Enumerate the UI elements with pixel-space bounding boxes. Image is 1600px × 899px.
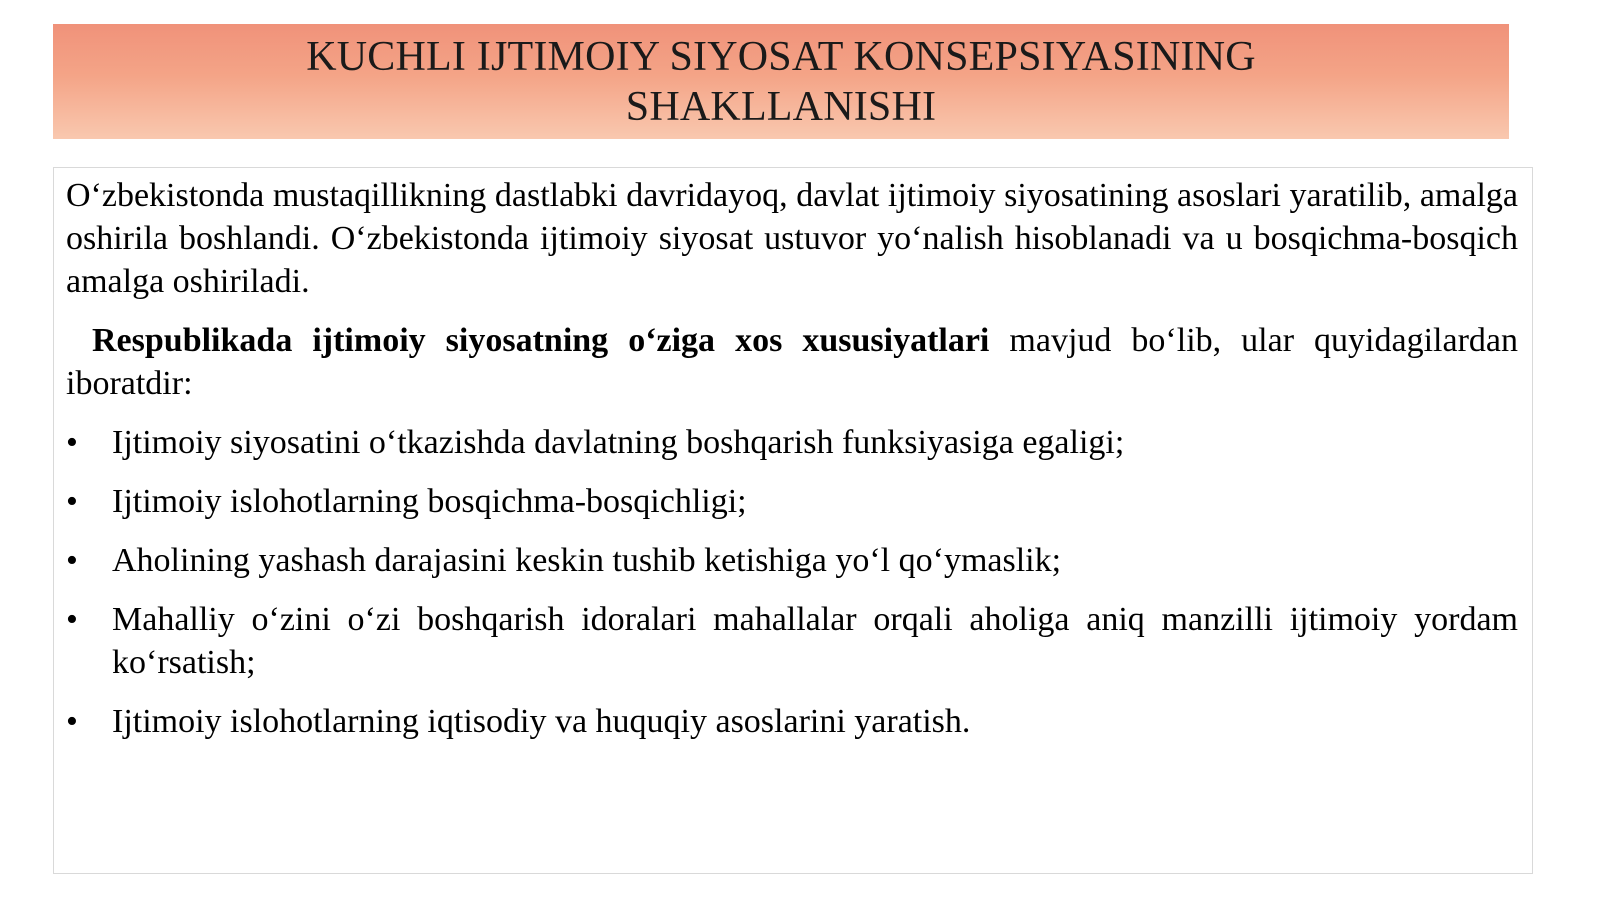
list-item bbox=[66, 539, 1518, 582]
features-intro-rest: mavjud bo‘lib, ular quyidagilardan iboratdir: bbox=[66, 322, 1518, 402]
list-item bbox=[66, 598, 1518, 684]
list-item bbox=[66, 480, 1518, 523]
list-item bbox=[66, 700, 1518, 743]
bullet-icon: • bbox=[66, 424, 78, 461]
bullet-icon: • bbox=[66, 601, 78, 638]
features-intro-bold: Respublikada ijtimoiy siyosatning o‘ziga xos xususiyatlari bbox=[92, 322, 990, 359]
features-intro-paragraph bbox=[66, 319, 1518, 405]
slide-content bbox=[53, 167, 1533, 874]
list-item-text: Mahalliy o‘zini o‘zi boshqarish idoralari mahallalar orqali aholiga aniq manzilli ijtimoiy yordam ko‘rsatish; bbox=[112, 601, 1518, 681]
intro-paragraph: O‘zbekistonda mustaqillikning dastlabki davridayoq, davlat ijtimoiy siyosatining asoslari yaratilib, amalga oshirila boshlandi. O‘zbekistonda ijtimoiy siyosat ustuvor yo‘nalish hisoblanadi va u bosqichma-bosqich amalga oshiriladi. bbox=[66, 177, 1518, 300]
bullet-icon: • bbox=[66, 483, 78, 520]
list-item-text: Ijtimoiy siyosatini o‘tkazishda davlatning boshqarish funksiyasiga egaligi; bbox=[112, 424, 1125, 461]
list-item-text: Aholining yashash darajasini keskin tushib ketishiga yo‘l qo‘ymaslik; bbox=[112, 542, 1062, 579]
bullet-icon: • bbox=[66, 542, 78, 579]
slide-title-banner bbox=[53, 24, 1509, 139]
bullet-icon: • bbox=[66, 703, 78, 740]
list-item-text: Ijtimoiy islohotlarning iqtisodiy va huquqiy asoslarini yaratish. bbox=[112, 703, 971, 740]
list-item bbox=[66, 421, 1518, 464]
features-list bbox=[66, 421, 1518, 743]
slide-title: KUCHLI IJTIMOIY SIYOSAT KONSEPSIYASINING SHAKLLANISHI bbox=[306, 33, 1256, 130]
list-item-text: Ijtimoiy islohotlarning bosqichma-bosqichligi; bbox=[112, 483, 747, 520]
